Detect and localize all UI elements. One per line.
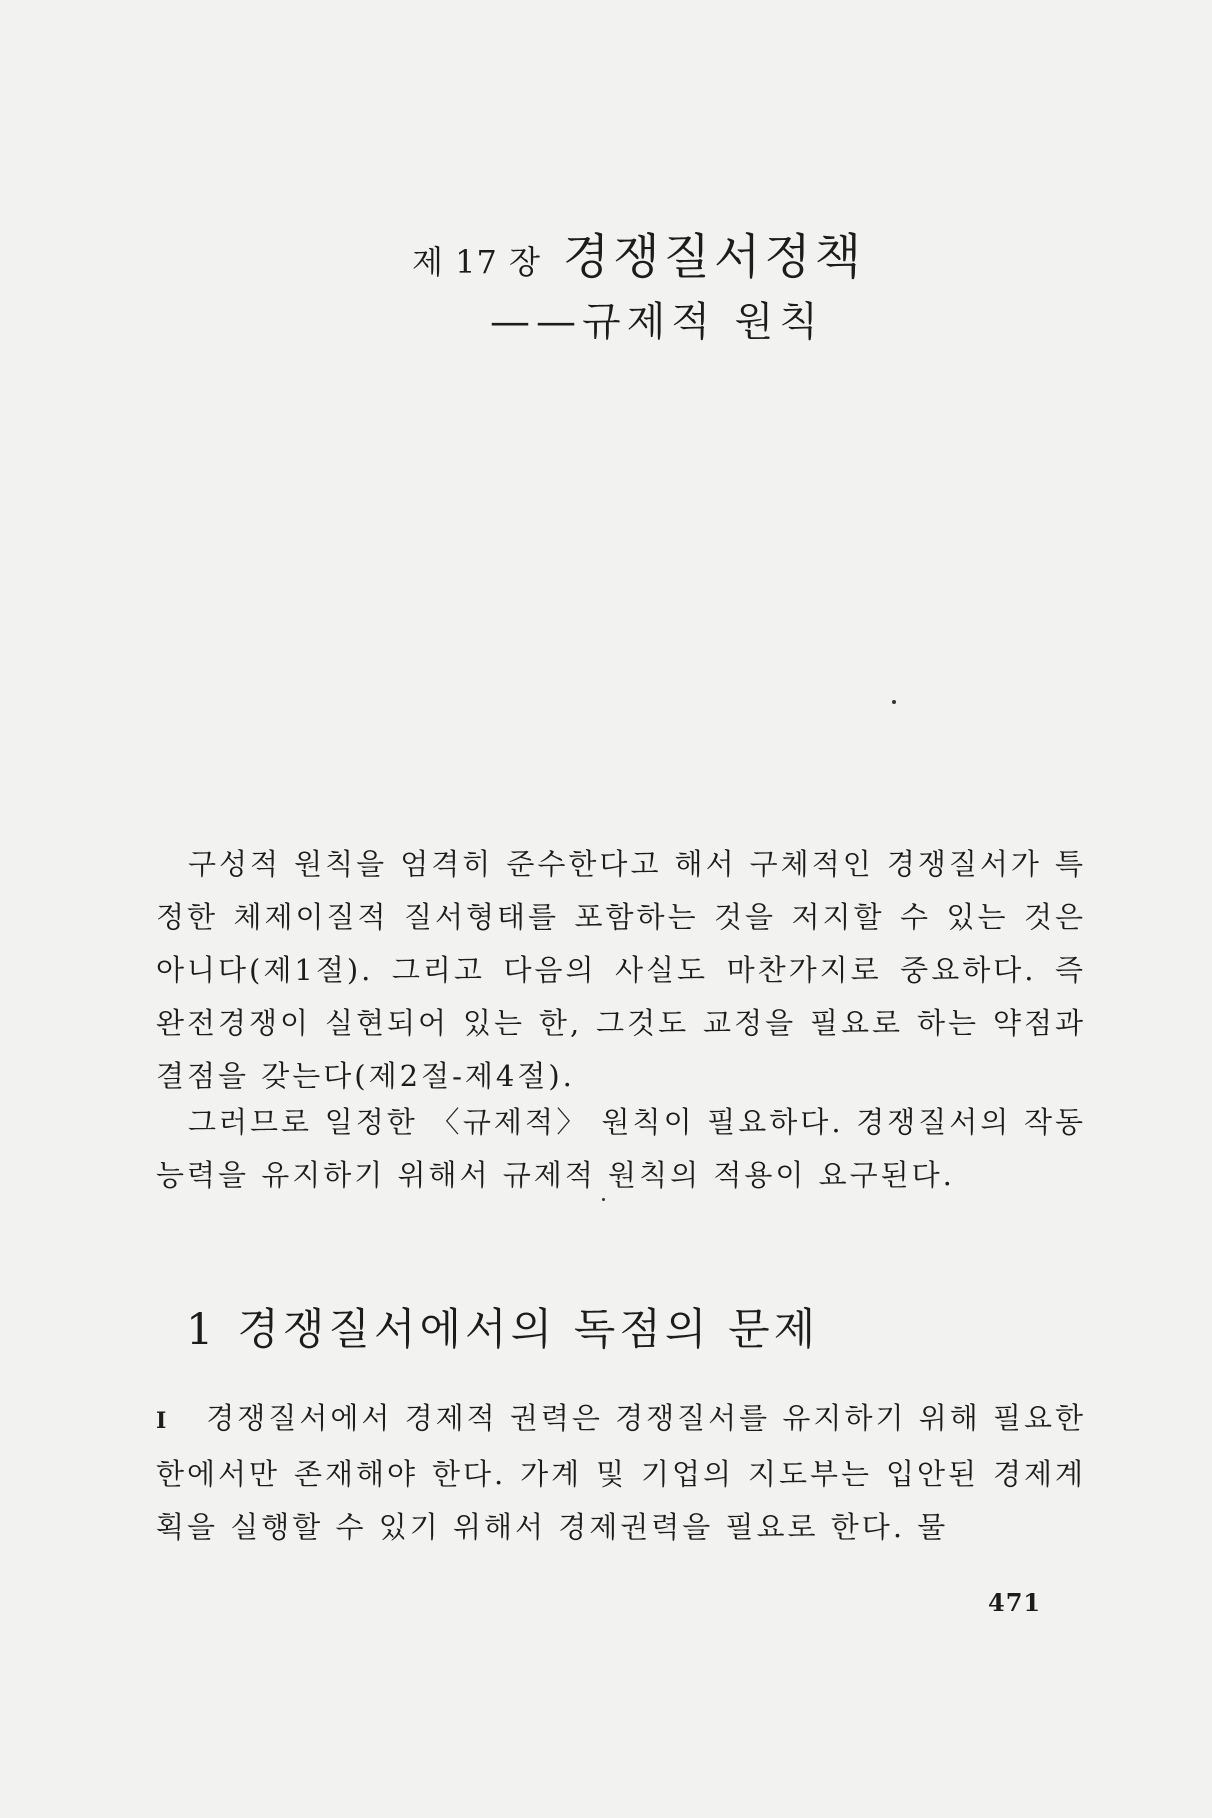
section-title: 경쟁질서에서의 독점의 문제 xyxy=(237,1305,820,1355)
print-speck xyxy=(892,700,896,704)
intro-paragraph-2: 그러므로 일정한 〈규제적〉 원칙이 필요하다. 경쟁질서의 작동능력을 유지하기 위해서 규제적 원칙의 적용이 요구된다. xyxy=(156,1105,1086,1192)
chapter-heading xyxy=(412,218,865,287)
page-number: 471 xyxy=(988,1588,1042,1617)
paragraph-marker: I xyxy=(156,1408,167,1434)
section-paragraph-text: 경쟁질서에서 경제적 권력은 경쟁질서를 유지하기 위해 필요한 한에서만 존재해야 한다. 가계 및 기업의 지도부는 입안된 경제계획을 실행할 수 있기 위해서 경제권력을 필요로 한다. 물 xyxy=(156,1401,1086,1544)
section-number: 1 xyxy=(186,1305,218,1355)
intro-paragraph-1: 구성적 원칙을 엄격히 준수한다고 해서 구체적인 경쟁질서가 특정한 체제이질적 질서형태를 포함하는 것을 저지할 수 있는 것은 아니다(제1절). 그리고 다음의 사실도 마찬가지로 중요하다. 즉 완전경쟁이 실현되어 있는 한, 그것도 교정을 필요로 하는 약점과 결점을 갖는다(제2절-제4절). xyxy=(156,847,1086,1093)
section-paragraph xyxy=(156,1392,1086,1554)
section-heading xyxy=(186,1296,819,1357)
print-speck xyxy=(602,1198,605,1201)
chapter-number: 제 17 장 xyxy=(412,243,541,281)
chapter-title: 경쟁질서정책 xyxy=(562,229,866,285)
chapter-subtitle: ——규제적 원칙 xyxy=(490,299,824,345)
